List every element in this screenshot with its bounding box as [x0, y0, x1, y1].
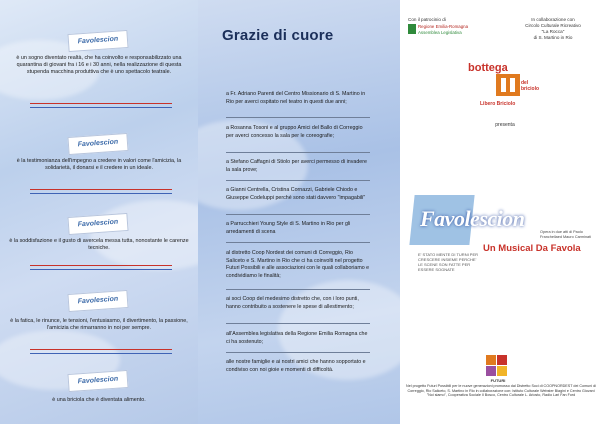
- brush-stroke: [90, 200, 198, 270]
- presents-label: presenta: [495, 122, 515, 128]
- left-text-block: è la testimonianza dell'impegno a credere in valori come l'amicizia, la solidarietà, il donarsi e il credere in un ideale.: [16, 158, 182, 172]
- futuri-logo: [486, 355, 508, 377]
- futuri-block: [497, 366, 507, 376]
- divider: [226, 180, 370, 181]
- favolescion-logo: Favolescion: [67, 30, 128, 52]
- bottega-block: [496, 74, 520, 96]
- page-title: Grazie di cuore: [222, 27, 334, 44]
- show-credit: Opera in due atti di Paolo Franchellaed Mauro Carminati: [540, 230, 592, 239]
- bottega-block-detail: [501, 78, 506, 92]
- divider: [226, 323, 370, 324]
- divider: [226, 214, 370, 215]
- divider: [30, 353, 172, 354]
- divider: [226, 117, 370, 118]
- thanks-entry: all'Assemblea legislativa della Regione Emilia Romagna che ci ha sostenuto;: [226, 331, 368, 345]
- divider: [226, 352, 370, 353]
- thanks-entry: a Parrucchieri Young Style di S. Martino in Rio per gli arredamenti di scena: [226, 221, 351, 235]
- thanks-entry: ai soci Coop del medesimo distretto che, con i loro punti, hanno contribuito a sostenere le spese di allestimento;: [226, 296, 359, 310]
- left-text-block: è la soddisfazione e il gusto di avercela messa tutta, nonostante le carenze tecniche.: [9, 238, 189, 252]
- regione-logo-mark: [408, 24, 416, 34]
- favolescion-logo: Favolescion: [67, 133, 128, 155]
- footer-text: Nel progetto Futuri Possibili per le nuove generazioni promosso dal Distretto Soci di COOPNORDEST dei Comuni di Correggio, Rio Saliceto, S. Martino in Rio in collaborazione con: Istituto Culturale Webster Biagini e Centro Giovani "Noi siamo", Cooperativa Sociale Il Bosco, Centro Culturale L. Ariosto, Radio Lari Fan Ford: [406, 384, 596, 398]
- divider: [226, 242, 370, 243]
- partner-line-1: Regione Emilia-Romagna: [418, 24, 469, 29]
- divider: [30, 265, 172, 266]
- divider: [30, 107, 172, 108]
- thanks-entry: al distretto Coop Nordest dei comuni di Correggio, Rio Saliceto e S. Martino in Rio che ci ha coinvolti nel progetto Futuri Possibili e alle associazioni con le quali collaboriamo e condividiamo le finalità;: [226, 250, 370, 279]
- collab-line-3: "La Rocca": [541, 29, 565, 34]
- thanks-entry: a Fr. Adriano Parenti del Centro Missionario di S. Martino in Rio per averci ospitato nel teatro in questi due anni;: [226, 91, 366, 105]
- left-text-block: è un sogno diventato realtà, che ha coinvolto e responsabilizzato una quarantina di giovani fra i 16 e i 30 anni, nella realizzazione di questa stupenda macchina produttiva che è uno spettacolo teatrale.: [16, 55, 182, 76]
- futuri-label: FUTURI: [490, 378, 506, 383]
- divider: [30, 349, 172, 350]
- partner-line-2: Assemblea Legislativa: [418, 30, 462, 35]
- thanks-entry: a Stefano Caffagni di Stiolo per averci permesso di invadere la sala prove;: [226, 159, 367, 173]
- favolescion-logo: Favolescion: [67, 290, 128, 312]
- thanks-entry: a Gianni Centrella, Cristina Cornazzi, Gabriele Chiodo e Giuseppe Codeluppi perché sono stati davvero "impagabili": [226, 187, 366, 201]
- bottega-small: Libero Briciolo: [480, 101, 516, 107]
- bottega-block-detail: [510, 78, 515, 92]
- futuri-block: [486, 366, 496, 376]
- divider: [226, 152, 370, 153]
- bottega-word: bottega: [468, 62, 508, 74]
- divider: [30, 103, 172, 104]
- partner-label: Con il patrocinio di: [408, 17, 446, 22]
- show-tagline: E' STATO MENTE DI TURNI PER CRESCERE INSIEME PERCHE' LE SCENE SON FATTE PER ESSERE SOGNATE: [418, 252, 479, 272]
- divider: [30, 189, 172, 190]
- bottega-logo: [468, 62, 538, 114]
- favolescion-logo: Favolescion: [67, 370, 128, 392]
- divider: [30, 269, 172, 270]
- futuri-block: [486, 355, 496, 365]
- left-panel: [0, 0, 198, 424]
- bottega-sub: del briciolo: [521, 80, 540, 92]
- favolescion-logo: Favolescion: [67, 213, 128, 235]
- thanks-entry: a Rosanna Tosoni e al gruppo Amici del Ballo di Correggio per averci concesso la sala per le coreografie;: [226, 125, 363, 139]
- thanks-entry: alle nostre famiglie e ai nostri amici che hanno sopportato e condiviso con noi gioie e momenti di difficoltà.: [226, 359, 366, 373]
- left-text-block: è una briciola che è diventata alimento.: [52, 397, 146, 403]
- left-text-block: è la fatica, le rinunce, le tensioni, l'entusiasmo, il divertimento, la passione, l'amicizia che rimarranno in noi per sempre.: [10, 318, 188, 332]
- collab-line-1: In collaborazione con: [531, 17, 575, 22]
- divider: [226, 289, 370, 290]
- show-subtitle: Un Musical Da Favola: [483, 243, 581, 254]
- futuri-block: [497, 355, 507, 365]
- collab-line-4: di S. Martino in Rio: [533, 35, 573, 40]
- divider: [30, 193, 172, 194]
- show-title: Favolescion: [420, 206, 525, 231]
- collab-line-2: Circolo Culturale Ricreativo: [525, 23, 581, 28]
